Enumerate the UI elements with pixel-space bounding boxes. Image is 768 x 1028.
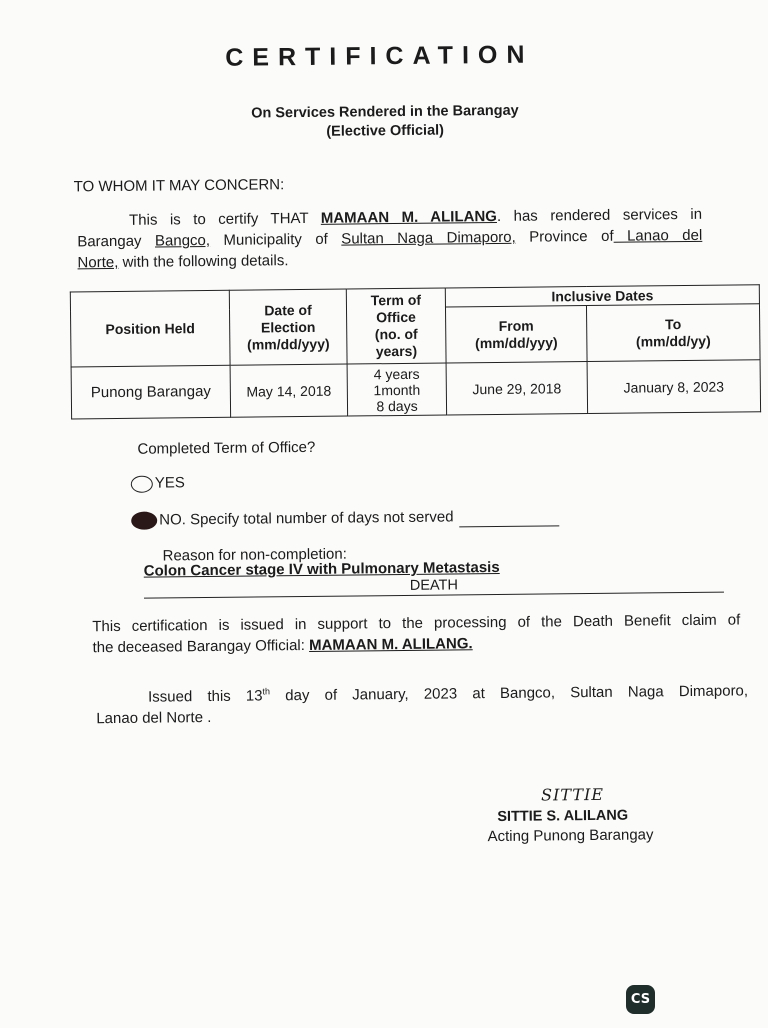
cell-date-election: May 14, 2018 bbox=[230, 364, 348, 417]
days-not-served-blank bbox=[459, 511, 559, 527]
deceased-name: MAMAAN M. ALILANG. bbox=[308, 635, 473, 654]
reason-death: DEATH bbox=[409, 577, 459, 594]
document-subtitle: On Services Rendered in the Barangay bbox=[251, 102, 519, 122]
camscanner-logo-icon: CS bbox=[626, 985, 655, 1014]
intro-text: Province of bbox=[515, 227, 614, 246]
issued-superscript: th bbox=[262, 686, 271, 697]
intro-text: Municipality of bbox=[209, 230, 342, 249]
support-line-1: This certification is issued in support to the processing of the Death Benefit claim of bbox=[92, 611, 741, 636]
province-name-cont: Norte, bbox=[77, 253, 119, 272]
radio-no-filled-icon[interactable] bbox=[131, 512, 157, 530]
option-yes[interactable] bbox=[131, 472, 185, 494]
issued-text: Issued this 13 bbox=[147, 687, 263, 706]
signatory-title: Acting Punong Barangay bbox=[487, 826, 654, 846]
header-inclusive-dates: Inclusive Dates bbox=[445, 285, 759, 307]
intro-text: with the following details. bbox=[118, 252, 289, 271]
service-details-table bbox=[70, 284, 761, 419]
support-paragraph bbox=[92, 609, 740, 658]
barangay-name: Bangco, bbox=[154, 231, 211, 250]
province-name: Lanao del bbox=[613, 226, 703, 245]
intro-text: Barangay bbox=[77, 232, 156, 251]
table-row bbox=[71, 360, 761, 419]
header-from: From (mm/dd/yyy) bbox=[445, 306, 587, 363]
intro-text: . has rendered services in bbox=[496, 205, 703, 225]
option-yes-label: YES bbox=[154, 474, 185, 492]
completed-question: Completed Term of Office? bbox=[137, 438, 316, 458]
document-subtitle-2: (Elective Official) bbox=[326, 122, 445, 140]
cell-position: Punong Barangay bbox=[71, 365, 231, 419]
intro-paragraph bbox=[77, 204, 703, 274]
header-to: To (mm/dd/yy) bbox=[586, 304, 760, 362]
intro-text: This is to certify THAT bbox=[128, 209, 321, 229]
support-text: the deceased Barangay Official: bbox=[92, 636, 310, 657]
header-term: Term of Office (no. of years) bbox=[346, 288, 446, 364]
cell-term: 4 years 1month 8 days bbox=[347, 363, 447, 416]
option-no-label: NO. Specify total number of days not served bbox=[159, 508, 454, 529]
issued-paragraph bbox=[96, 676, 748, 729]
document-title: CERTIFICATION bbox=[225, 40, 534, 72]
header-date-election: Date of Election (mm/dd/yyy) bbox=[229, 289, 347, 365]
municipality-name: Sultan Naga Dimaporo, bbox=[341, 228, 516, 248]
cell-from: June 29, 2018 bbox=[446, 362, 588, 415]
signature-scribble: SITTIE bbox=[540, 784, 605, 805]
cell-to: January 8, 2023 bbox=[587, 360, 761, 414]
issued-line-2: Lanao del Norte . bbox=[96, 708, 212, 728]
issued-text: day of January, 2023 at Bangco, Sultan Naga Dimaporo, bbox=[270, 682, 749, 705]
radio-yes-icon[interactable] bbox=[131, 475, 153, 492]
header-position: Position Held bbox=[70, 290, 230, 367]
reason-text: Colon Cancer stage IV with Pulmonary Metastasis bbox=[143, 558, 500, 580]
signatory-name: SITTIE S. ALILANG bbox=[497, 807, 629, 825]
reason-label: Reason for non-completion: bbox=[162, 545, 347, 565]
official-name: MAMAAN M. ALILANG bbox=[320, 207, 497, 227]
option-no[interactable] bbox=[131, 505, 560, 530]
salutation: TO WHOM IT MAY CONCERN: bbox=[73, 176, 285, 196]
